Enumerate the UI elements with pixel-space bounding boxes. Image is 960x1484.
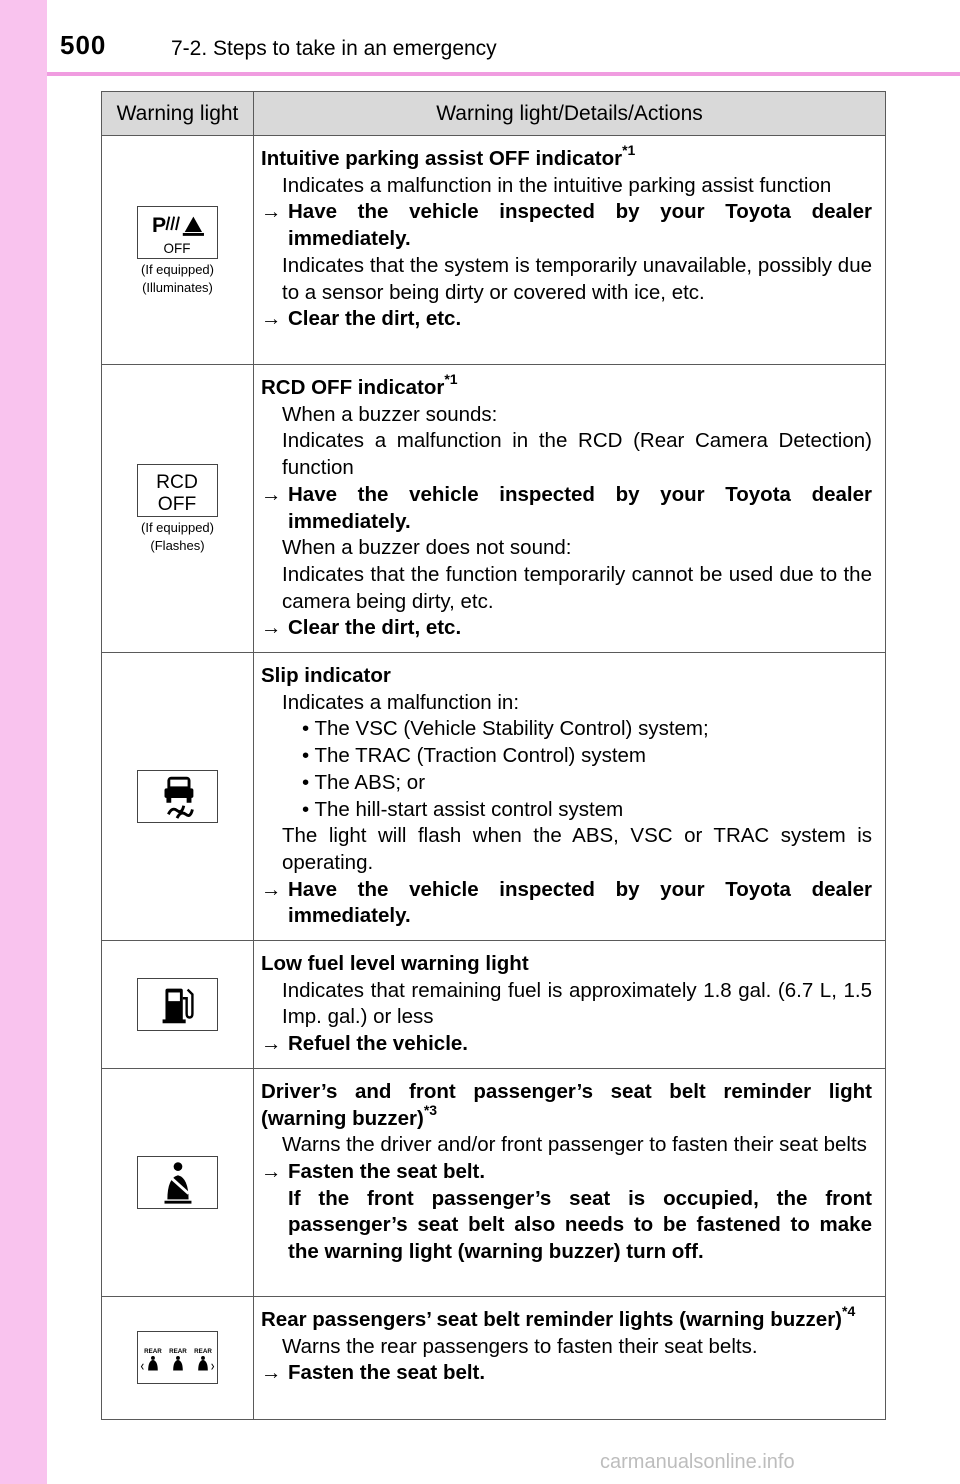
col-header-details: Warning light/Details/Actions xyxy=(254,92,886,136)
table-header-row xyxy=(102,92,886,136)
rear-seat-belt-icon xyxy=(137,1331,218,1384)
details-cell xyxy=(254,136,886,365)
indicator-title: Low fuel level warning light xyxy=(261,952,529,976)
indicator-title: Slip indicator xyxy=(261,664,391,688)
table-row xyxy=(102,365,886,653)
table-row xyxy=(102,1068,886,1296)
table-row xyxy=(102,1296,886,1419)
action-note: If the front passenger’s seat is occupied, the front passenger’s seat belt also needs to be fastened to make the warning light (warning buzzer) turn off. xyxy=(288,1186,872,1264)
action-text: → Clear the dirt, etc. xyxy=(261,615,872,642)
detail-text: When a buzzer does not sound: xyxy=(282,536,572,560)
detail-text: Indicates that the function temporarily cannot be used due to the camera being dirty, etc. xyxy=(282,562,872,613)
arrow-icon: → xyxy=(261,1361,282,1385)
detail-text: Warns the driver and/or front passenger to fasten their seat belts xyxy=(282,1133,867,1157)
indicator-title: Rear passengers’ seat belt reminder lights (warning buzzer)$^{*4}$ xyxy=(261,1303,856,1331)
list-item: • The ABS; or xyxy=(302,770,426,794)
icon-cell xyxy=(102,136,254,365)
icon-note-equipped: (If equipped) xyxy=(141,520,214,536)
arrow-icon: → xyxy=(261,482,282,506)
svg-text:REAR: REAR xyxy=(144,1348,162,1356)
section-title: 7-2. Steps to take in an emergency xyxy=(171,37,497,60)
warning-light-table xyxy=(101,91,886,1420)
action-text: → Fasten the seat belt. xyxy=(261,1159,872,1186)
arrow-icon: → xyxy=(261,1032,282,1056)
arrow-icon: → xyxy=(261,1159,282,1183)
icon-cell xyxy=(102,1296,254,1419)
action-text: → Fasten the seat belt. xyxy=(261,1360,872,1387)
detail-text: Indicates that the system is temporarily unavailable, possibly due to a sensor being dirty or covered with ice, etc. xyxy=(282,253,872,304)
list-item: • The VSC (Vehicle Stability Control) system; xyxy=(302,717,709,741)
icon-cell xyxy=(102,941,254,1069)
detail-text: Warns the rear passengers to fasten their seat belts. xyxy=(282,1334,758,1358)
detail-text: Indicates a malfunction in: xyxy=(282,690,520,714)
detail-text: Indicates a malfunction in the intuitive parking assist function xyxy=(282,173,832,197)
detail-text: When a buzzer sounds: xyxy=(282,402,498,426)
detail-text: Indicates a malfunction in the RCD (Rear Camera Detection) function xyxy=(282,429,872,480)
header-rule xyxy=(47,72,960,76)
watermark: carmanualsonline.info xyxy=(600,1451,795,1473)
details-cell xyxy=(254,653,886,941)
arrow-icon: → xyxy=(261,616,282,640)
col-header-warning-light: Warning light xyxy=(102,92,254,136)
chapter-side-tab xyxy=(0,0,47,1484)
action-text: → Have the vehicle inspected by your Toyota dealer immediately. xyxy=(261,200,872,251)
svg-text:RCD: RCD xyxy=(156,472,198,494)
table-row xyxy=(102,653,886,941)
icon-cell xyxy=(102,653,254,941)
action-text: → Have the vehicle inspected by your Toyota dealer immediately. xyxy=(261,877,872,928)
parking-assist-off-icon xyxy=(137,206,218,259)
details-cell xyxy=(254,1068,886,1296)
slip-indicator-icon xyxy=(137,770,218,823)
detail-text: The light will flash when the ABS, VSC or TRAC system is operating. xyxy=(282,824,872,874)
details-cell xyxy=(254,941,886,1069)
details-cell xyxy=(254,1296,886,1419)
indicator-title: Intuitive parking assist OFF indicator$^{*1}$ xyxy=(261,142,636,170)
icon-note-equipped: (If equipped) xyxy=(141,261,214,277)
details-cell xyxy=(254,365,886,653)
page-number: 500 xyxy=(60,30,107,60)
list-item: • The TRAC (Traction Control) system xyxy=(302,744,646,768)
svg-text:OFF: OFF xyxy=(157,494,197,516)
arrow-icon: → xyxy=(261,200,282,224)
icon-note-state: (Illuminates) xyxy=(142,279,213,295)
icon-label-off: OFF xyxy=(163,240,191,256)
svg-text:REAR: REAR xyxy=(169,1348,187,1356)
list-item: • The hill-start assist control system xyxy=(302,797,624,821)
rcd-off-icon xyxy=(137,464,218,517)
arrow-icon: → xyxy=(261,877,282,901)
indicator-title: RCD OFF indicator$^{*1}$ xyxy=(261,371,458,399)
icon-note-state: (Flashes) xyxy=(150,538,205,554)
icon-cell xyxy=(102,365,254,653)
svg-text:REAR: REAR xyxy=(194,1348,212,1356)
table-row xyxy=(102,941,886,1069)
indicator-title: Driver’s and front passenger’s seat belt reminder light (warning buzzer)$^{*3}$ xyxy=(261,1079,872,1130)
table-row xyxy=(102,136,886,365)
action-text: → Clear the dirt, etc. xyxy=(261,306,872,333)
fuel-pump-icon xyxy=(137,978,218,1031)
icon-cell xyxy=(102,1068,254,1296)
action-text: → Have the vehicle inspected by your Toyota dealer immediately. xyxy=(261,482,872,533)
action-text: → Refuel the vehicle. xyxy=(261,1031,872,1058)
seat-belt-icon xyxy=(137,1156,218,1209)
svg-text:P: P xyxy=(152,213,167,237)
detail-text: Indicates that remaining fuel is approximately 1.8 gal. (6.7 L, 1.5 Imp. gal.) or less xyxy=(282,978,872,1029)
arrow-icon: → xyxy=(261,307,282,331)
